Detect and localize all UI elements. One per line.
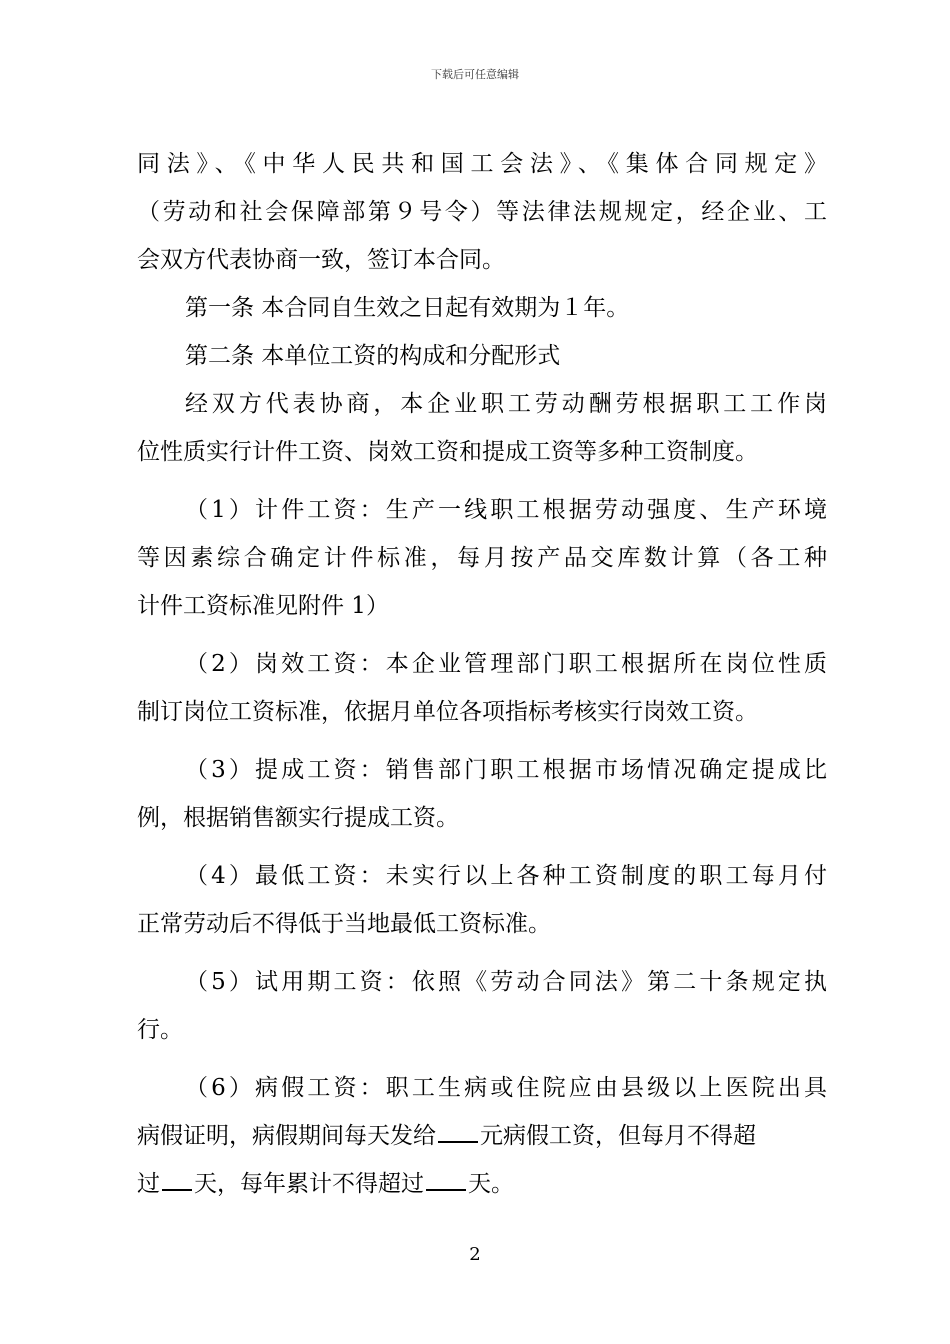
item-6-line [137,1160,827,1208]
item-1-line: 等因素综合确定计件标准，每月按产品交库数计算（各工种 [137,545,827,571]
blank-field-daily-amount [438,1121,478,1143]
item-6-text: 过 [137,1171,160,1197]
item-5-line: （5）试用期工资：依照《劳动合同法》第二十条规定执 [185,969,827,995]
item-3-line: （3）提成工资：销售部门职工根据市场情况确定提成比 [185,757,827,783]
page-number: 2 [469,1244,481,1265]
document-body [137,140,827,1208]
item-2-line: （2）岗效工资：本企业管理部门职工根据所在岗位性质 [185,651,827,677]
item-6-line [137,1112,827,1160]
paragraph-line: （劳动和社会保障部第９号令）等法律法规规定，经企业、工 [137,199,827,225]
item-1-line: （1）计件工资：生产一线职工根据劳动强度、生产环境 [185,497,827,523]
paragraph-line: 会双方代表协商一致，签订本合同。 [137,247,505,273]
blank-field-monthly-days [162,1169,192,1191]
paragraph-line: 同法》、《中华人民共和国工会法》、《集体合同规定》 [137,151,827,177]
blank-field-yearly-days [426,1169,466,1191]
page-header: 下载后可任意编辑 [431,68,519,81]
item-6-text: 天。 [468,1171,514,1197]
item-6-text: 病假证明，病假期间每天发给 [137,1123,436,1149]
item-2-line: 制订岗位工资标准，依据月单位各项指标考核实行岗效工资。 [137,699,758,725]
item-4-line: （4）最低工资：未实行以上各种工资制度的职工每月付 [185,863,827,889]
item-5-line: 行。 [137,1017,183,1043]
paragraph-line: 位性质实行计件工资、岗效工资和提成工资等多种工资制度。 [137,439,758,465]
item-6-line: （6）病假工资：职工生病或住院应由县级以上医院出具 [185,1075,827,1101]
item-6-text: 元病假工资，但每月不得超 [480,1123,756,1149]
paragraph-line: 经双方代表协商，本企业职工劳动酬劳根据职工工作岗 [185,391,827,417]
item-3-line: 例，根据销售额实行提成工资。 [137,805,459,831]
item-6-text: 天，每年累计不得超过 [194,1171,424,1197]
item-4-line: 正常劳动后不得低于当地最低工资标准。 [137,911,551,937]
article-2-heading: 第二条 本单位工资的构成和分配形式 [185,343,561,369]
article-1: 第一条 本合同自生效之日起有效期为１年。 [185,295,630,321]
item-1-line: 计件工资标准见附件 1） [137,593,389,619]
